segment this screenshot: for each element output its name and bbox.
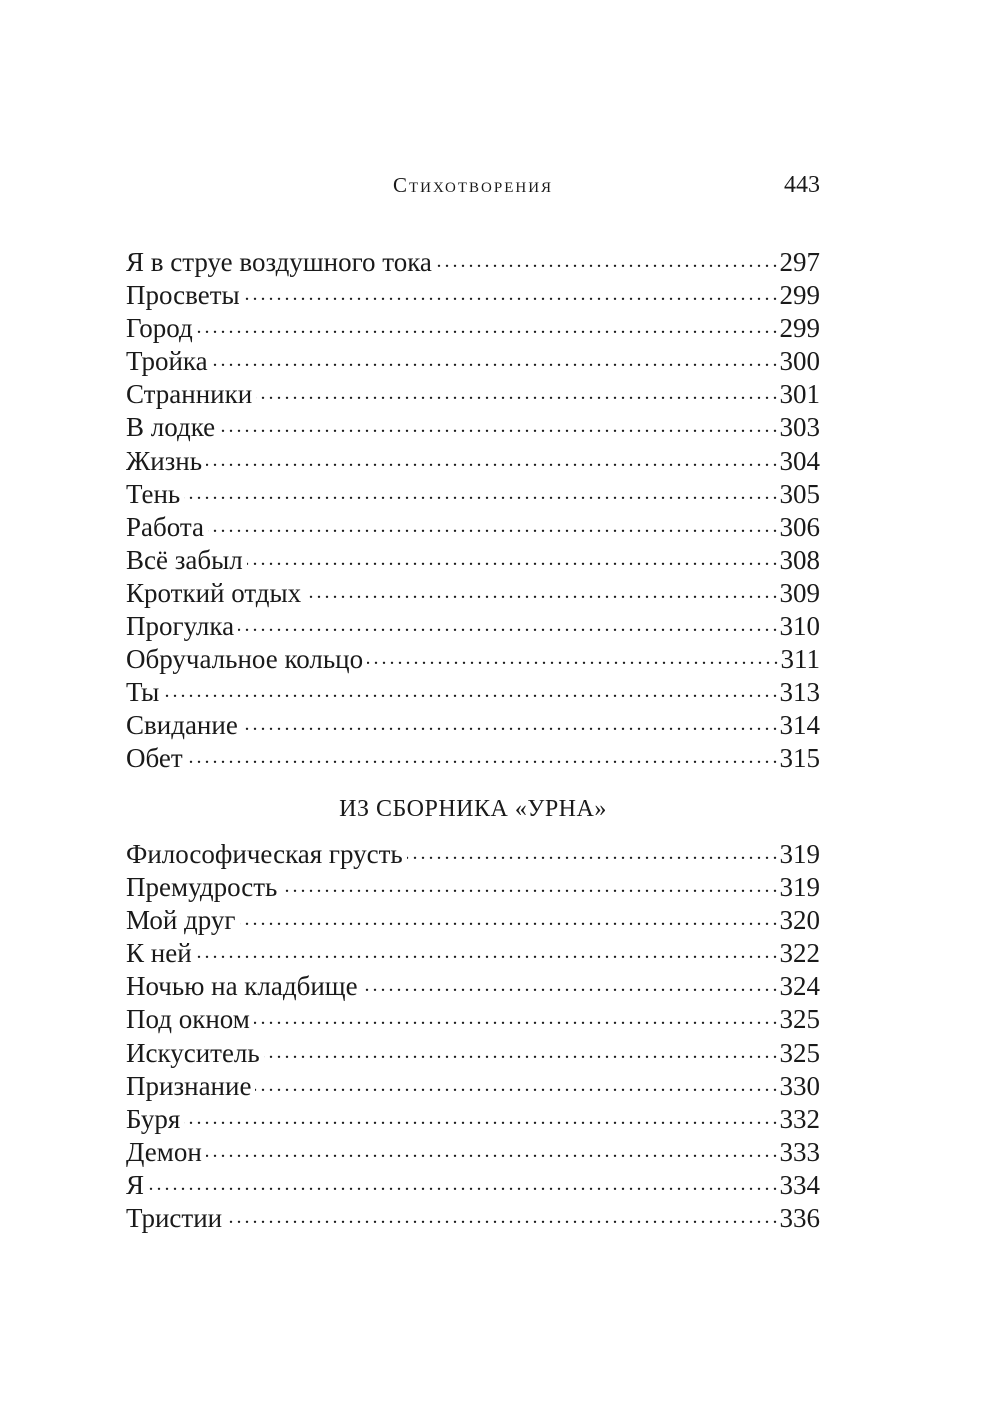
toc-entry-title: Жизнь	[126, 445, 203, 476]
toc-entry-page: 309	[779, 577, 820, 608]
dot-leader	[208, 509, 777, 536]
dot-leader	[196, 935, 777, 962]
toc-entry-title: Демон	[126, 1136, 202, 1167]
toc-entry-page: 303	[779, 412, 820, 443]
dot-leader	[163, 674, 776, 701]
toc-entry-page: 332	[779, 1103, 820, 1134]
toc-entry-page: 300	[779, 346, 820, 377]
section-heading: ИЗ СБОРНИКА «УРНА»	[339, 796, 607, 822]
dot-leader	[184, 1101, 776, 1128]
toc-entry-title: Ты	[126, 677, 160, 708]
toc-entry-page: 301	[779, 379, 820, 410]
toc-entry-page: 336	[779, 1203, 820, 1234]
toc-entry-title: Премудрость	[126, 872, 278, 903]
toc-entry-title: Свидание	[126, 710, 238, 741]
toc-entry-title: В лодке	[126, 412, 216, 443]
toc-entry-title: Странники	[126, 379, 253, 410]
toc-entry[interactable]	[126, 476, 820, 509]
toc-entry[interactable]	[126, 509, 820, 542]
toc-entry-title: Тристии	[126, 1203, 223, 1234]
dot-leader	[255, 1068, 776, 1095]
dot-leader	[244, 277, 777, 304]
toc-entry[interactable]	[126, 836, 820, 869]
toc-entry[interactable]	[126, 310, 820, 343]
toc-entry-title: Я в струе воздушного тока	[126, 247, 432, 277]
toc-entry[interactable]	[126, 1200, 820, 1233]
toc-entry-page: 304	[779, 445, 820, 476]
dot-leader	[219, 409, 776, 436]
toc-entry-title: Город	[126, 313, 193, 344]
toc-entry-title: Обет	[126, 743, 183, 774]
toc-entry[interactable]	[126, 740, 820, 773]
toc-entry[interactable]	[126, 1001, 820, 1034]
dot-leader	[240, 902, 777, 929]
toc-entry-title: Работа	[126, 511, 204, 542]
toc-entry-title: Мой друг	[126, 905, 236, 936]
toc-entry[interactable]	[126, 902, 820, 935]
dot-leader	[187, 740, 777, 767]
toc-entry[interactable]	[126, 1068, 820, 1101]
toc-list-part1	[126, 244, 820, 774]
toc-entry[interactable]	[126, 244, 820, 277]
toc-entry-page: 308	[779, 544, 820, 575]
page-number: 443	[784, 172, 820, 198]
toc-entry-page: 311	[780, 644, 820, 675]
toc-entry[interactable]	[126, 968, 820, 1001]
toc-entry[interactable]	[126, 1167, 820, 1200]
toc-entry[interactable]	[126, 343, 820, 376]
dot-leader	[281, 869, 776, 896]
dot-leader	[407, 836, 777, 863]
dot-leader	[256, 376, 776, 403]
toc-entry[interactable]	[126, 608, 820, 641]
toc-entry-page: 322	[779, 938, 820, 969]
dot-leader	[247, 542, 777, 569]
toc-entry-title: Обручальное кольцо	[126, 644, 364, 675]
dot-leader	[264, 1035, 777, 1062]
toc-entry-title: Буря	[126, 1103, 181, 1134]
toc-entry-page: 297	[779, 247, 820, 277]
toc-entry-title: К ней	[126, 938, 192, 969]
running-head	[126, 168, 820, 202]
toc-entry-page: 305	[779, 478, 820, 509]
toc-entry-title: Просветы	[126, 280, 240, 311]
toc-list-part2	[126, 836, 820, 1233]
toc-entry[interactable]	[126, 869, 820, 902]
toc-entry-page: 299	[779, 280, 820, 311]
toc-entry[interactable]	[126, 935, 820, 968]
dot-leader	[367, 641, 777, 668]
toc-entry-page: 325	[779, 1037, 820, 1068]
toc-entry[interactable]	[126, 409, 820, 442]
toc-entry-page: 310	[779, 611, 820, 642]
toc-entry[interactable]	[126, 1101, 820, 1134]
toc-entry[interactable]	[126, 443, 820, 476]
toc-entry-title: Я	[126, 1169, 145, 1200]
toc-entry[interactable]	[126, 277, 820, 310]
running-title: Стихотворения	[392, 173, 554, 197]
toc-entry-title: Тень	[126, 478, 181, 509]
toc-entry-page: 314	[779, 710, 820, 741]
toc-entry-page: 334	[779, 1169, 820, 1200]
toc-entry[interactable]	[126, 1035, 820, 1068]
toc-entry-page: 333	[779, 1136, 820, 1167]
toc-entry[interactable]	[126, 1134, 820, 1167]
toc-entry-page: 324	[779, 971, 820, 1002]
dot-leader	[242, 707, 777, 734]
toc-entry-title: Тройка	[126, 346, 208, 377]
dot-leader	[238, 608, 776, 635]
toc-entry[interactable]	[126, 575, 820, 608]
toc-entry-title: Под окном	[126, 1004, 250, 1035]
toc-entry-title: Искуситель	[126, 1037, 260, 1068]
toc-entry-page: 306	[779, 511, 820, 542]
toc-entry-page: 330	[779, 1070, 820, 1101]
toc-entry[interactable]	[126, 376, 820, 409]
dot-leader	[206, 443, 776, 470]
toc-entry-title: Философическая грусть	[126, 839, 403, 869]
dot-leader	[148, 1167, 776, 1194]
dot-leader	[305, 575, 776, 602]
toc-entry-page: 319	[779, 872, 820, 903]
toc-entry[interactable]	[126, 641, 820, 674]
dot-leader	[436, 244, 777, 271]
dot-leader	[362, 968, 777, 995]
toc-entry[interactable]	[126, 674, 820, 707]
dot-leader	[184, 476, 776, 503]
toc-entry[interactable]	[126, 542, 820, 575]
toc-entry-title: Прогулка	[126, 611, 235, 642]
toc-entry-page: 299	[779, 313, 820, 344]
toc-entry-title: Всё забыл	[126, 544, 243, 575]
toc-entry-page: 313	[779, 677, 820, 708]
dot-leader	[212, 343, 777, 370]
toc-entry-title: Признание	[126, 1070, 252, 1101]
dot-leader	[197, 310, 777, 337]
dot-leader	[206, 1134, 777, 1161]
dot-leader	[254, 1001, 777, 1028]
toc-entry-page: 315	[779, 743, 820, 774]
toc-entry-title: Кроткий отдых	[126, 577, 302, 608]
toc-entry[interactable]	[126, 707, 820, 740]
toc-entry-title: Ночью на кладбище	[126, 971, 358, 1002]
toc-entry-page: 325	[779, 1004, 820, 1035]
toc-entry-page: 320	[779, 905, 820, 936]
dot-leader	[226, 1200, 776, 1227]
toc-entry-page: 319	[779, 839, 820, 869]
